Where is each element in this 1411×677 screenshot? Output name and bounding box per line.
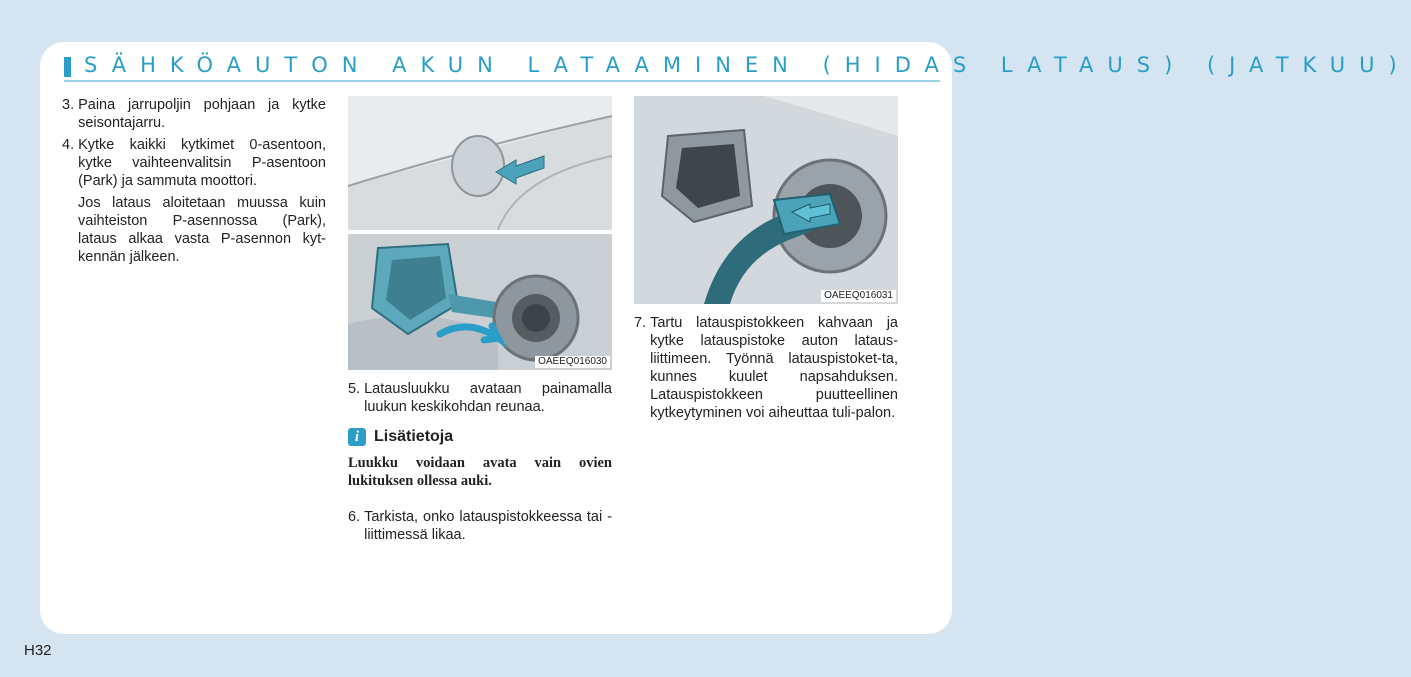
step-number: 7. xyxy=(634,315,647,331)
page-number: H32 xyxy=(24,642,52,659)
step-number: 6. xyxy=(348,509,361,525)
step-number: 5. xyxy=(348,381,361,397)
step-7 xyxy=(634,314,898,422)
step-6 xyxy=(348,508,612,544)
step-4-note: Jos lataus aloitetaan muussa kuin vaihteiston P-asennossa (Park), lataus alkaa vasta P-asennon kyt-kennän jälkeen. xyxy=(78,195,326,265)
step-4 xyxy=(62,136,326,190)
fuel-door-photo xyxy=(348,96,612,230)
step-text: Kytke kaikki kytkimet 0-asentoon, kytke vaihteenvalitsin P-asentoon (Park) ja sammuta moottori. xyxy=(78,137,326,189)
step-text: Latausluukku avataan painamalla luukun keskikohdan reunaa. xyxy=(364,381,612,415)
step-text: Paina jarrupoljin pohjaan ja kytke seisontajarru. xyxy=(78,97,326,131)
column-left xyxy=(62,96,326,270)
step-number: 3. xyxy=(62,97,75,113)
info-text: Luukku voidaan avata vain ovien lukituksen ollessa auki. xyxy=(348,455,612,489)
info-icon: i xyxy=(348,428,366,446)
open-charge-door-photo xyxy=(348,234,612,370)
step-3 xyxy=(62,96,326,132)
charge-port-illustration xyxy=(348,234,612,370)
column-middle xyxy=(348,96,612,548)
step-number: 4. xyxy=(62,137,75,153)
charging-plug-illustration xyxy=(634,96,898,304)
plug-connection-photo xyxy=(634,96,898,304)
header-accent-bar xyxy=(64,57,71,77)
info-title: Lisätietoja xyxy=(374,428,454,445)
image-code: OAEEQ016030 xyxy=(535,356,610,368)
section-title: SÄHKÖAUTON AKUN LATAAMINEN (HIDAS LATAUS) (JATKUU) xyxy=(84,53,1411,77)
car-side-illustration xyxy=(348,96,612,230)
image-code: OAEEQ016031 xyxy=(821,290,896,302)
step-text: Tartu latauspistokkeen kahvaan ja kytke latauspistoke auton lataus-liittimeen. Työnnä latauspistoket-ta, kunnes kuulet napsahduksen. Latauspistokkeen puutteellinen kytkeytyminen voi aiheuttaa tuli-palon. xyxy=(650,315,898,421)
column-right xyxy=(634,96,898,426)
step-text: Tarkista, onko latauspistokkeessa tai -liittimessä likaa. xyxy=(364,509,612,543)
header-rule xyxy=(64,80,940,82)
step-5 xyxy=(348,380,612,416)
info-heading xyxy=(348,428,612,446)
